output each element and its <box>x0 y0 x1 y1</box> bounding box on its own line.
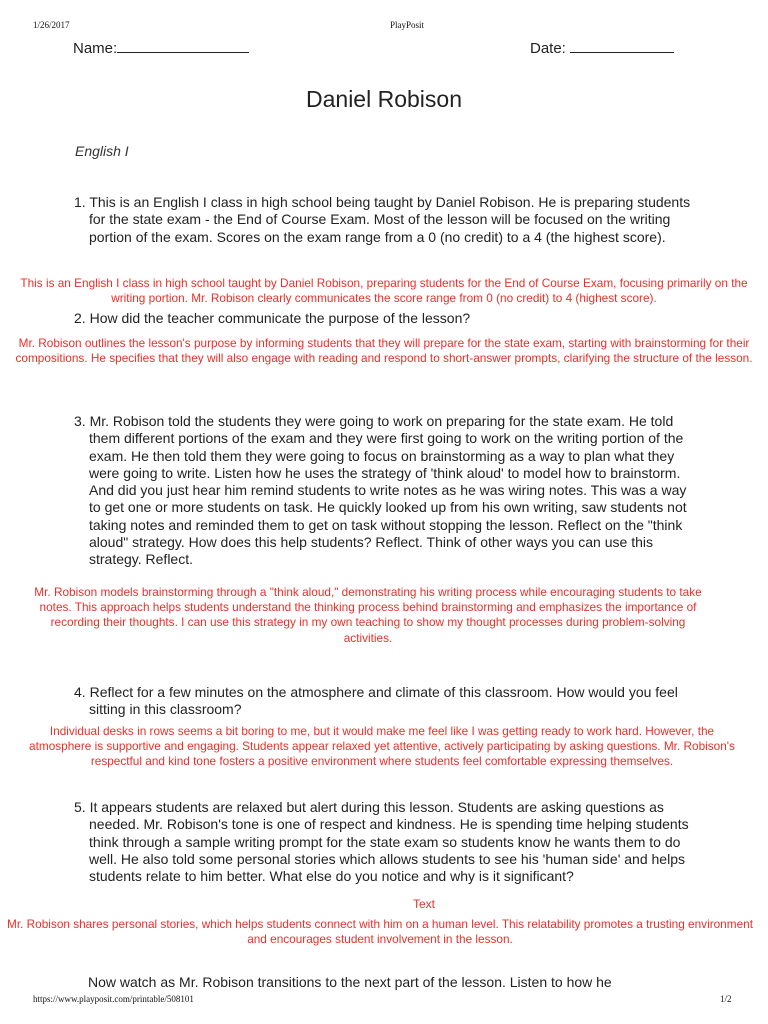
answer-5[interactable]: Mr. Robison shares personal stories, which helps students connect with him on a human level. This relatability promotes a trusting environment and encourages student involvement in the lesson. <box>7 917 753 947</box>
print-date: 1/26/2017 <box>33 20 70 30</box>
question-4-text: Reflect for a few minutes on the atmosphere and climate of this classroom. How would you feel sitting in this classroom? <box>89 684 678 718</box>
answer-2[interactable]: Mr. Robison outlines the lesson's purpose by informing students that they will prepare for the state exam, starting with brainstorming for their compositions. He specifies that they will also engage with reading and respond to short-answer prompts, clarifying the structure of the lesson. <box>15 336 753 366</box>
name-blank-line <box>117 38 249 53</box>
question-1-number: 1. <box>74 194 86 210</box>
answer-3[interactable]: Mr. Robison models brainstorming through a "think aloud," demonstrating his writing process while encouraging students to take notes. This approach helps students understand the thinking process behind brainstorming and emphasizes the importance of recording their thoughts. I can use this strategy in my own teaching to show my thought processes during problem-solving activities. <box>34 585 702 645</box>
date-blank-line <box>570 38 674 53</box>
question-1 <box>74 194 709 246</box>
date-field <box>530 38 674 57</box>
subject-label: English I <box>75 143 129 159</box>
print-site-name: PlayPosit <box>390 20 425 30</box>
closing-text: Now watch as Mr. Robison transitions to the next part of the lesson. Listen to how he <box>88 974 612 990</box>
question-5-text: It appears students are relaxed but alert during this lesson. Students are asking questions as needed. Mr. Robison's tone is one of respect and kindness. He is spending time helping students think through a sample writing prompt for the state exam so students know he wants them to do well. He also told some personal stories which allows students to see his 'human side' and helps students relate to him better. What else do you notice and why is it significant? <box>89 799 689 885</box>
answer-4[interactable]: Individual desks in rows seems a bit boring to me, but it would make me feel like I was getting ready to work hard. However, the atmosphere is supportive and engaging. Students appear relaxed yet attentive, actively participating by asking questions. Mr. Robison's respectful and kind tone fosters a positive environment where students feel comfortable expressing themselves. <box>29 724 735 769</box>
text-annotation-label[interactable]: Text <box>413 897 436 911</box>
page-title: Daniel Robison <box>306 86 462 112</box>
question-5 <box>74 799 689 885</box>
question-1-text: This is an English I class in high school being taught by Daniel Robison. He is preparing students for the state exam - the End of Course Exam. Most of the lesson will be focused on the writing portion of the exam. Scores on the exam range from a 0 (no credit) to a 4 (the highest score). <box>89 194 691 245</box>
question-5-number: 5. <box>74 799 86 815</box>
print-page-number: 1/2 <box>720 994 732 1004</box>
question-3 <box>74 413 689 569</box>
question-2 <box>74 310 709 327</box>
question-4 <box>74 684 699 719</box>
answer-1[interactable]: This is an English I class in high school taught by Daniel Robison, preparing students for the End of Course Exam, focusing primarily on the writing portion. Mr. Robison clearly communicates the score range from 0 (no credit) to 4 (highest score). <box>20 276 748 306</box>
question-2-text: How did the teacher communicate the purpose of the lesson? <box>89 310 471 326</box>
date-label: Date: <box>530 40 566 57</box>
question-2-number: 2. <box>74 310 86 326</box>
name-label: Name: <box>73 40 118 57</box>
name-field <box>73 38 249 57</box>
print-url: https://www.playposit.com/printable/508101 <box>33 994 194 1004</box>
question-3-text: Mr. Robison told the students they were going to work on preparing for the state exam. He told them different portions of the exam and they were first going to work on the writing portion of the exam. He then told them they were going to focus on brainstorming as a way to plan what they were going to write. Listen how he uses the strategy of 'think aloud' to model how to brainstorm. And did you just hear him remind students to write notes as he was wiring notes. This was a way to get one or more students on task. He quickly looked up from his own writing, saw students not taking notes and reminded them to get on task without stopping the lesson. Reflect on the "think aloud" strategy. How does this help students? Reflect. Think of other ways you can use this strategy. Reflect. <box>89 413 687 568</box>
question-3-number: 3. <box>74 413 86 429</box>
question-4-number: 4. <box>74 684 86 700</box>
